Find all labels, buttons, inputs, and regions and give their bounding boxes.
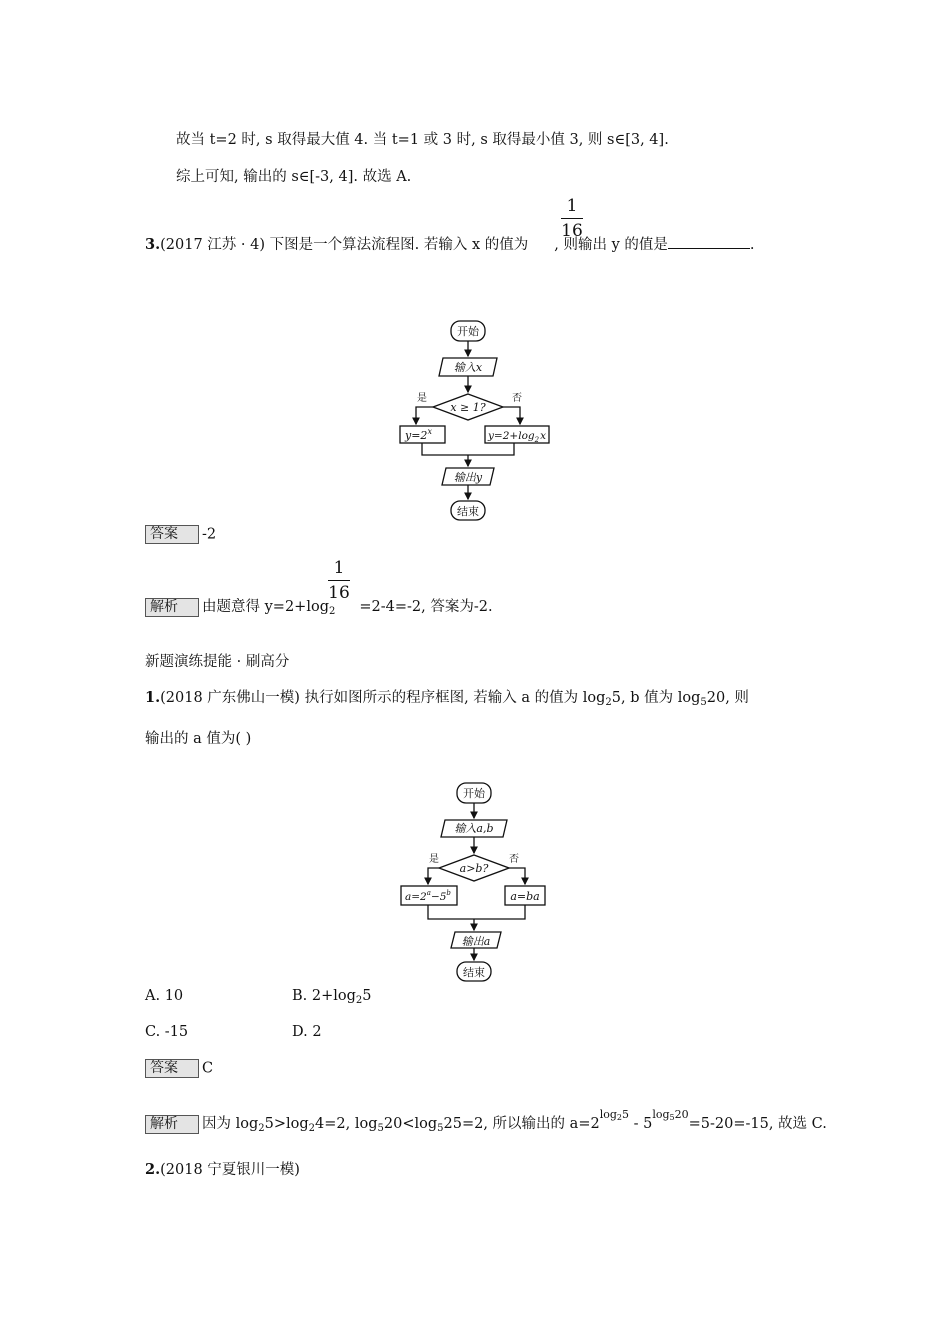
log-base: 5 [700,697,707,708]
start-label: 开始 [457,325,479,338]
option-b [292,988,372,1006]
answer-tag: 答案 [145,525,199,544]
fraction-one-sixteenth [561,196,583,241]
log-base: 2 [605,697,612,708]
answer-value: -2 [202,526,217,543]
analysis-row-q3 [145,595,493,617]
fraction-bar [328,580,350,581]
analysis-text: 25=2, 所以输出的 a=2 [443,1116,600,1132]
log-base: 2 [355,995,363,1006]
end-label: 结束 [457,505,479,518]
flowchart-problem-1 [395,780,565,985]
left-process-label: $a=2^a-5^b$ [405,889,451,903]
right-process-label: a=ba [510,890,540,903]
question-text-b: , 则输出 y 的值是 [554,237,668,253]
end-label: 结束 [463,966,485,979]
log-base: 2 [258,1123,265,1134]
exponent-2: log520 [652,1108,689,1122]
analysis-text: - 5 [628,1116,653,1132]
log-base: 2 [328,606,336,617]
condition-label: x ≥ 1? [450,401,486,414]
fraction-denominator: 16 [561,221,583,241]
analysis-tag: 解析 [145,598,199,617]
question-3 [145,233,755,254]
solution-line-1: 故当 t=2 时, s 取得最大值 4. 当 t=1 或 3 时, s 取得最小值 3, 则 s∈[3, 4]. [176,132,669,148]
question-period: . [749,237,755,253]
answer-tag: 答案 [145,1059,199,1078]
condition-label: a>b? [459,862,489,875]
problem-text-c: 20, 则 [706,690,749,706]
answer-blank [668,235,750,249]
input-label: 输入x [453,361,483,374]
problem-text-a: (2018 广东佛山一模) 执行如图所示的程序框图, 若输入 a 的值为 log [160,690,606,706]
question-number: 3. [145,236,161,253]
option-d: D. 2 [292,1024,322,1040]
log-base: 5 [377,1123,384,1134]
analysis-row-p1 [145,1108,827,1134]
analysis-text-b: =2-4=-2, 答案为-2. [359,599,493,615]
fraction-denominator: 16 [328,583,350,603]
problem-1-line-2: 输出的 a 值为( ) [145,731,252,747]
exponent-1: log25 [599,1108,629,1122]
section-title: 新题演练提能 · 刷高分 [145,654,290,670]
yes-label: 是 [429,854,439,865]
analysis-text: =5-20=-15, 故选 C. [688,1116,827,1132]
problem-text: (2018 宁夏银川一模) [160,1162,300,1178]
problem-number: 1. [145,689,161,706]
no-label: 否 [512,393,522,404]
answer-row-q3 [145,525,216,544]
option-a: A. 10 [145,988,184,1004]
output-label: 输出y [453,471,483,484]
flowchart-q3 [395,318,565,523]
option-b-tail: 5 [362,988,372,1004]
start-label: 开始 [463,787,485,800]
answer-value: C [202,1060,214,1077]
analysis-text: 5>log [264,1116,309,1132]
option-c: C. -15 [145,1024,189,1040]
fraction-bar [561,218,583,219]
problem-text-b: 5, b 值为 log [611,690,701,706]
problem-number: 2. [145,1161,161,1178]
solution-line-2: 综上可知, 输出的 s∈[-3, 4]. 故选 A. [176,169,412,185]
answer-row-p1 [145,1059,213,1078]
log-base: 2 [308,1123,316,1134]
analysis-fraction [328,558,350,603]
yes-label: 是 [417,393,427,404]
fraction-numerator: 1 [333,558,345,578]
left-process-label: $y=2^x$ [405,427,432,442]
question-text-a: (2017 江苏 · 4) 下图是一个算法流程图. 若输入 x 的值为 [160,237,529,253]
problem-1 [145,686,749,708]
analysis-text-a: 由题意得 y=2+log [202,599,329,615]
no-label: 否 [509,854,519,865]
analysis-text: 因为 log [202,1116,259,1132]
analysis-tag: 解析 [145,1115,199,1134]
input-label: 输入a,b [454,822,494,835]
output-label: 输出a [461,935,491,948]
analysis-text: 20<log [383,1116,438,1132]
analysis-text: 4=2, log [315,1116,378,1132]
fraction-numerator: 1 [566,196,578,216]
right-process-label: $y=2+\log_2x$ [488,430,546,444]
log-base: 5 [437,1123,444,1134]
problem-2 [145,1158,300,1179]
option-b-text: B. 2+log [292,988,356,1004]
